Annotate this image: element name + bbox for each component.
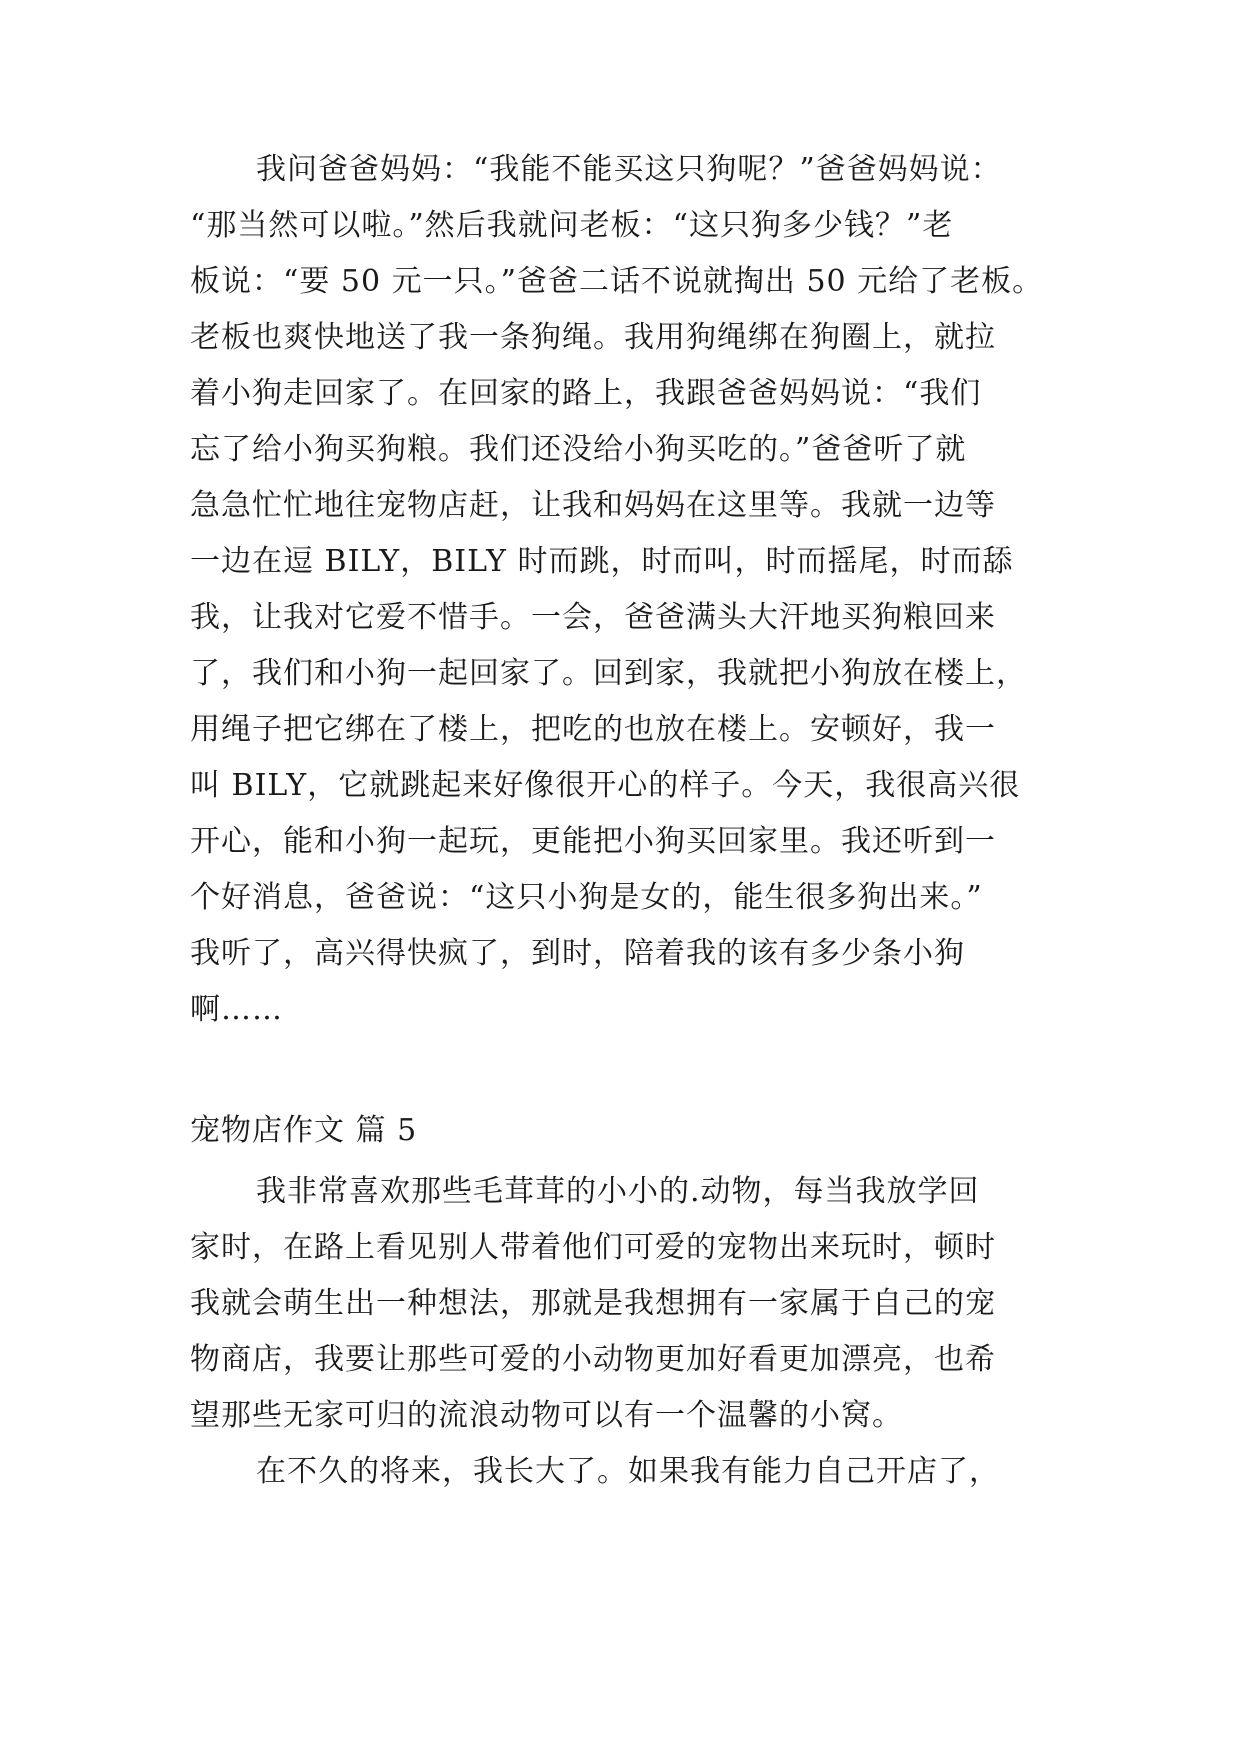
- section-heading: 宠物店作文 篇 5: [190, 1113, 418, 1148]
- paragraph-1-line-5: 着小狗走回家了。在回家的路上，我跟爸爸妈妈说：“我们: [190, 376, 982, 411]
- paragraph-2-line-5: 望那些无家可归的流浪动物可以有一个温馨的小窝。: [190, 1398, 903, 1433]
- paragraph-1-line-12: 叫 BILY，它就跳起来好像很开心的样子。今天，我很高兴很: [190, 768, 1021, 803]
- paragraph-1-line-16: 啊……: [190, 992, 283, 1027]
- paragraph-1-line-13: 开心，能和小狗一起玩，更能把小狗买回家里。我还听到一: [190, 824, 996, 859]
- paragraph-2-line-4: 物商店，我要让那些可爱的小动物更加好看更加漂亮，也希: [190, 1342, 996, 1377]
- paragraph-1-line-2: “那当然可以啦。”然后我就问老板：“这只狗多少钱？”老: [190, 208, 954, 243]
- paragraph-2-line-3: 我就会萌生出一种想法，那就是我想拥有一家属于自己的宠: [190, 1286, 996, 1321]
- paragraph-1-line-9: 我，让我对它爱不惜手。一会，爸爸满头大汗地买狗粮回来: [190, 600, 996, 635]
- paragraph-1-line-10: 了，我们和小狗一起回家了。回到家，我就把小狗放在楼上，: [190, 656, 1027, 691]
- paragraph-2-line-1: 我非常喜欢那些毛茸茸的小小的.动物，每当我放学回: [256, 1174, 980, 1209]
- paragraph-3-line-1: 在不久的将来，我长大了。如果我有能力自己开店了，: [256, 1454, 1000, 1489]
- paragraph-1-line-1: 我问爸爸妈妈：“我能不能买这只狗呢？”爸爸妈妈说：: [256, 152, 1002, 187]
- paragraph-2-line-2: 家时，在路上看见别人带着他们可爱的宠物出来玩时，顿时: [190, 1230, 996, 1265]
- paragraph-1-line-8: 一边在逗 BILY，BILY 时而跳，时而叫，时而摇尾，时而舔: [190, 544, 1014, 579]
- paragraph-1-line-7: 急急忙忙地往宠物店赶，让我和妈妈在这里等。我就一边等: [190, 488, 996, 523]
- paragraph-1-line-3: 板说：“要 50 元一只。”爸爸二话不说就掏出 50 元给了老板。: [190, 264, 1044, 299]
- paragraph-1-line-6: 忘了给小狗买狗粮。我们还没给小狗买吃的。”爸爸听了就: [190, 432, 967, 467]
- paragraph-1-line-15: 我听了，高兴得快疯了，到时，陪着我的该有多少条小狗: [190, 936, 965, 971]
- paragraph-1-line-11: 用绳子把它绑在了楼上，把吃的也放在楼上。安顿好，我一: [190, 712, 996, 747]
- paragraph-1-line-14: 个好消息，爸爸说：“这只小狗是女的，能生很多狗出来。”: [190, 880, 983, 915]
- paragraph-1-line-4: 老板也爽快地送了我一条狗绳。我用狗绳绑在狗圈上，就拉: [190, 320, 996, 355]
